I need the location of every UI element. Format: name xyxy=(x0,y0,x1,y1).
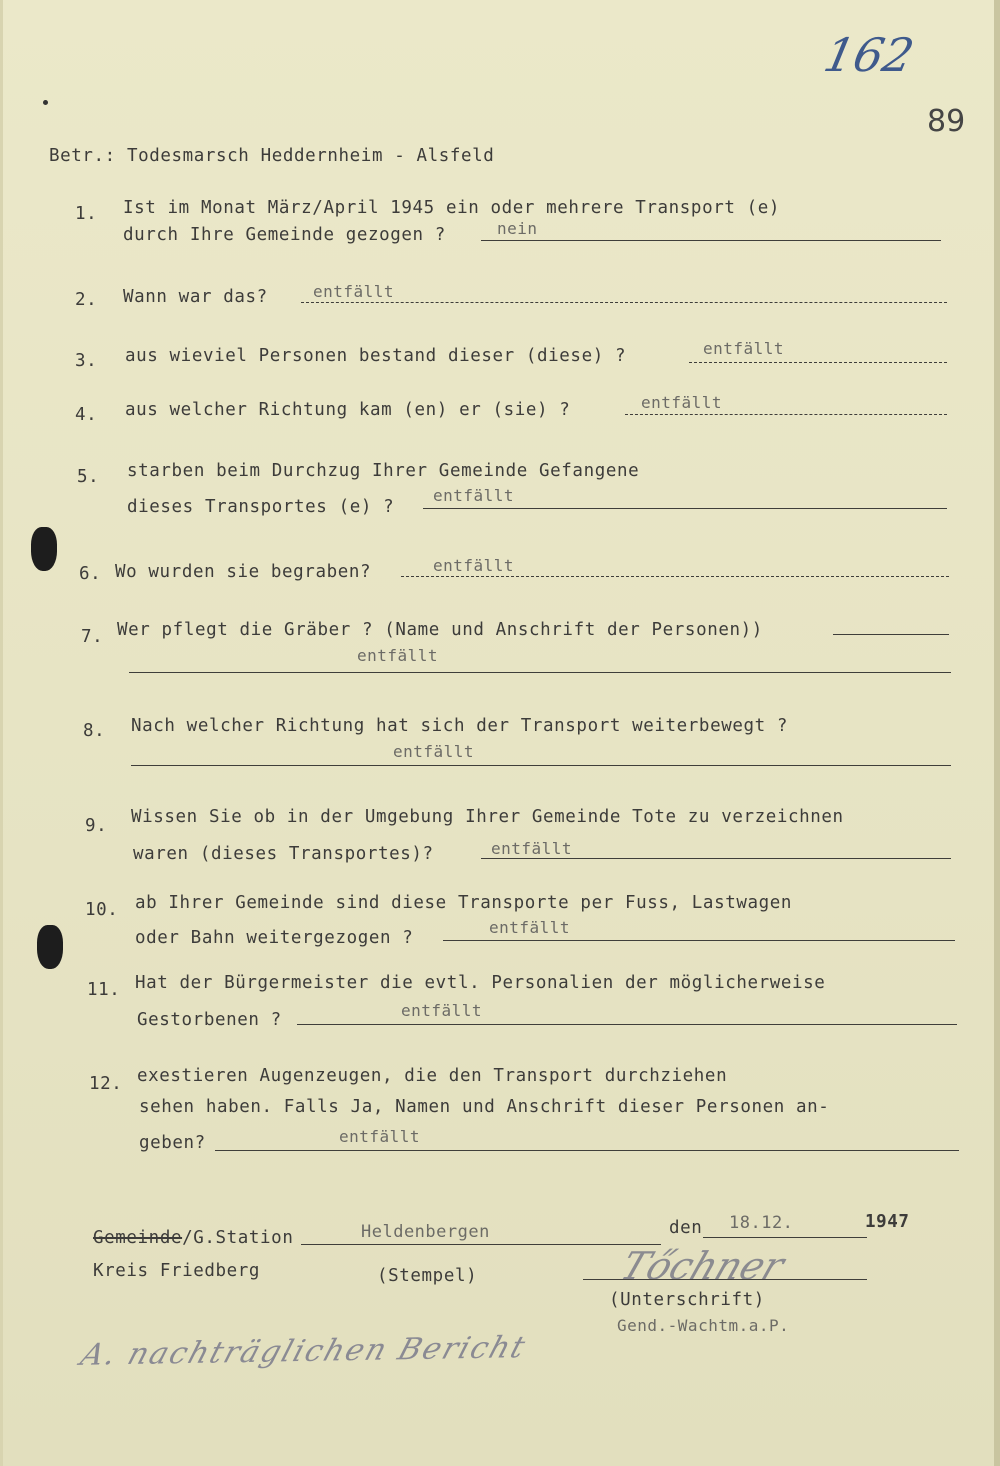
answer-line xyxy=(401,576,949,577)
question-text: durch Ihre Gemeinde gezogen ? xyxy=(123,225,446,245)
question-number: 7. xyxy=(81,627,104,647)
question-number: 12. xyxy=(89,1074,123,1094)
answer-line xyxy=(423,508,947,509)
date-prefix: den xyxy=(669,1218,703,1238)
question-number: 2. xyxy=(75,290,98,310)
answer-text: entfällt xyxy=(641,393,723,412)
question-text: exestieren Augenzeugen, die den Transport durchziehen xyxy=(137,1066,728,1086)
answer-line xyxy=(129,672,951,673)
question-text: oder Bahn weitergezogen ? xyxy=(135,928,414,948)
station-label-text: /G.Station xyxy=(182,1228,294,1248)
answer-text: entfällt xyxy=(703,339,785,358)
answer-text: entfällt xyxy=(433,486,515,505)
stamp-label: (Stempel) xyxy=(377,1266,478,1286)
question-text: Wann war das? xyxy=(123,287,268,307)
question-text: Hat der Bürgermeister die evtl. Personalien der möglicherweise xyxy=(135,973,826,993)
station-label xyxy=(93,1228,293,1248)
punch-hole xyxy=(31,527,57,571)
question-text: starben beim Durchzug Ihrer Gemeinde Gefangene xyxy=(127,461,640,481)
station-value: Heldenbergen xyxy=(361,1222,490,1242)
answer-line xyxy=(131,765,951,766)
question-text: Wissen Sie ob in der Umgebung Ihrer Gemeinde Tote zu verzeichnen xyxy=(131,807,844,827)
station-line xyxy=(301,1244,661,1245)
answer-line xyxy=(301,302,947,303)
question-text: dieses Transportes (e) ? xyxy=(127,497,395,517)
question-text: aus wieviel Personen bestand dieser (diese) ? xyxy=(125,346,627,366)
signer-title: Gend.-Wachtm.a.P. xyxy=(617,1316,790,1335)
question-number: 5. xyxy=(77,467,100,487)
answer-line xyxy=(481,240,941,241)
subject-line: Betr.: Todesmarsch Heddernheim - Alsfeld xyxy=(49,146,495,166)
page-number: 89 xyxy=(927,104,966,139)
question-text: ab Ihrer Gemeinde sind diese Transporte per Fuss, Lastwagen xyxy=(135,893,793,913)
question-text: Nach welcher Richtung hat sich der Transport weiterbewegt ? xyxy=(131,716,789,736)
signature-label: (Unterschrift) xyxy=(609,1290,765,1310)
district: Kreis Friedberg xyxy=(93,1261,261,1281)
question-number: 3. xyxy=(75,351,98,371)
question-text: Wer pflegt die Gräber ? (Name und Anschrift der Personen)) xyxy=(117,620,763,640)
question-number: 4. xyxy=(75,405,98,425)
question-text: Gestorbenen ? xyxy=(137,1010,282,1030)
question-number: 10. xyxy=(85,900,119,920)
date-line xyxy=(703,1237,867,1238)
question-text: aus welcher Richtung kam (en) er (sie) ? xyxy=(125,400,571,420)
answer-line xyxy=(443,940,955,941)
answer-line xyxy=(833,634,949,635)
answer-text: entfällt xyxy=(313,282,395,301)
answer-text: entfällt xyxy=(491,839,573,858)
pencil-note: A. nachträglichen Bericht xyxy=(76,1330,532,1373)
question-number: 6. xyxy=(79,564,102,584)
question-number: 11. xyxy=(87,980,121,1000)
answer-line xyxy=(297,1024,957,1025)
question-number: 8. xyxy=(83,721,106,741)
question-text: waren (dieses Transportes)? xyxy=(133,844,434,864)
question-number: 9. xyxy=(85,816,108,836)
answer-line xyxy=(215,1150,959,1151)
handwritten-archive-number: 162 xyxy=(819,28,919,82)
punch-hole xyxy=(37,925,63,969)
answer-text: entfällt xyxy=(357,646,439,665)
question-text: Wo wurden sie begraben? xyxy=(115,562,372,582)
answer-text: entfällt xyxy=(401,1001,483,1020)
answer-line xyxy=(689,362,947,363)
answer-line xyxy=(481,858,951,859)
struck-word: Gemeinde xyxy=(93,1228,183,1248)
question-number: 1. xyxy=(75,204,98,224)
answer-text: entfällt xyxy=(393,742,475,761)
answer-text: entfällt xyxy=(339,1127,421,1146)
question-text: Ist im Monat März/April 1945 ein oder mehrere Transport (e) xyxy=(123,198,781,218)
year: 1947 xyxy=(865,1212,910,1232)
handwritten-signature: Tőchner xyxy=(614,1244,791,1288)
signature-line xyxy=(583,1279,867,1280)
question-text: geben? xyxy=(139,1133,206,1153)
answer-text: entfällt xyxy=(433,556,515,575)
answer-line xyxy=(625,414,947,415)
ink-dot xyxy=(43,100,48,105)
date-value: 18.12. xyxy=(729,1213,794,1233)
answer-text: nein xyxy=(497,219,538,238)
question-text: sehen haben. Falls Ja, Namen und Anschrift dieser Personen an- xyxy=(139,1097,830,1117)
answer-text: entfällt xyxy=(489,918,571,937)
